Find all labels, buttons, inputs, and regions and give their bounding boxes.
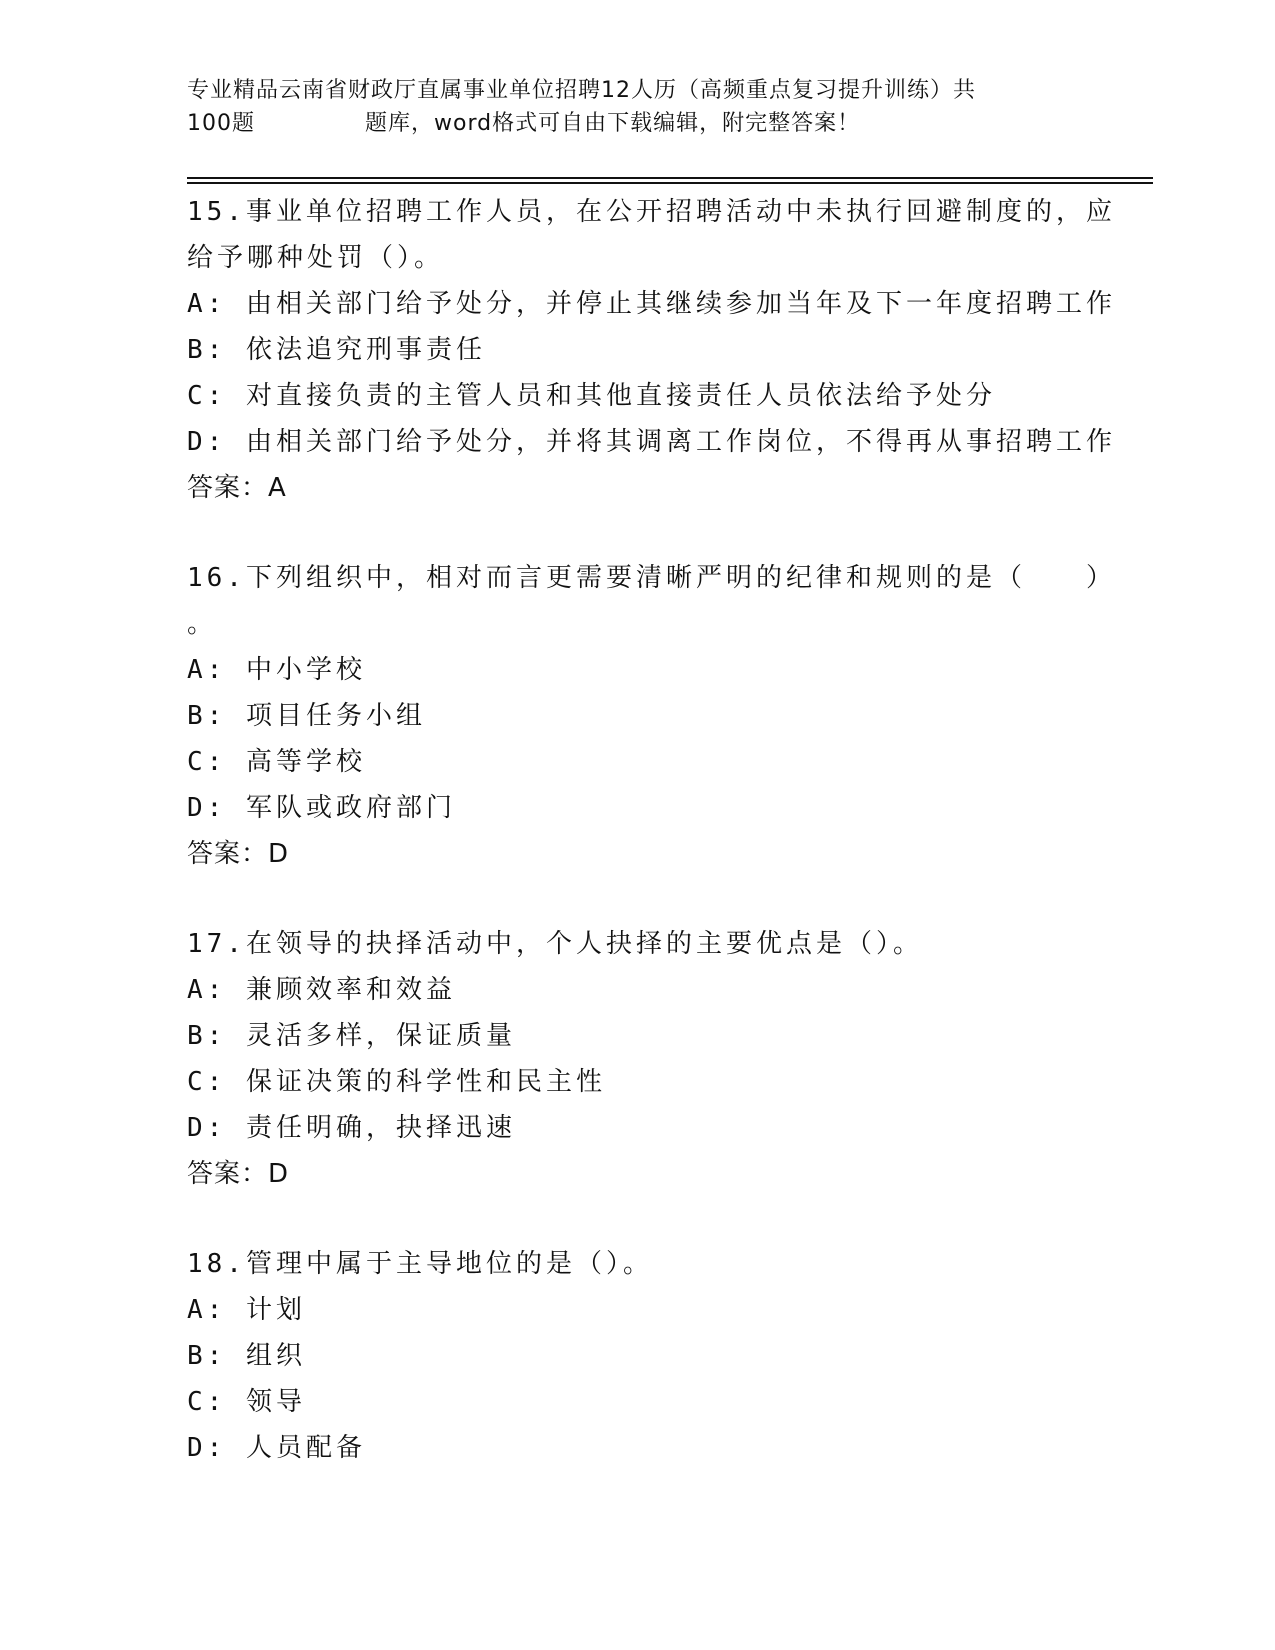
option-b: B: 依法追究刑事责任 [187,335,486,365]
header-divider-top [187,177,1153,179]
option-c: C: 对直接负责的主管人员和其他直接责任人员依法给予处分 [187,381,996,411]
option-a: A: 计划 [187,1295,306,1325]
question-list [187,189,1116,1471]
question-stem-line: 15.事业单位招聘工作人员，在公开招聘活动中未执行回避制度的，应 [187,197,1116,227]
question-18 [187,1241,1087,1471]
option-a: A: 中小学校 [187,655,366,685]
answer-label: 答案：A [187,473,287,503]
option-a: A: 兼顾效率和效益 [187,975,456,1005]
option-d: D: 军队或政府部门 [187,793,456,823]
question-stem-line: 。 [187,609,218,639]
question-15 [187,189,1116,511]
option-d: D: 由相关部门给予处分，并将其调离工作岗位，不得再从事招聘工作 [187,427,1116,457]
question-stem-line: 16.下列组织中，相对而言更需要清晰严明的纪律和规则的是（ ） [187,563,1116,593]
question-16 [187,555,1116,877]
header-count: 100题 [187,111,255,136]
question-stem-line: 给予哪种处罚（）。 [187,243,445,273]
question-spacer [187,1197,1087,1241]
answer-label: 答案：D [187,839,290,869]
answer-label: 答案：D [187,1159,290,1189]
question-17 [187,921,1087,1197]
question-spacer [187,511,1087,555]
option-d: D: 责任明确，抉择迅速 [187,1113,516,1143]
document-header [187,74,1147,140]
option-c: C: 高等学校 [187,747,366,777]
option-d: D: 人员配备 [187,1433,366,1463]
option-b: B: 灵活多样，保证质量 [187,1021,516,1051]
header-line-1: 专业精品云南省财政厅直属事业单位招聘12人历（高频重点复习提升训练）共 [187,78,976,103]
question-spacer [187,877,1087,921]
question-stem-line: 18.管理中属于主导地位的是（）。 [187,1249,653,1279]
option-b: B: 项目任务小组 [187,701,426,731]
question-stem-line: 17.在领导的抉择活动中，个人抉择的主要优点是（）。 [187,929,923,959]
header-description: 题库，word格式可自由下载编辑，附完整答案！ [365,111,861,136]
option-b: B: 组织 [187,1341,306,1371]
option-a: A: 由相关部门给予处分，并停止其继续参加当年及下一年度招聘工作 [187,289,1116,319]
option-c: C: 保证决策的科学性和民主性 [187,1067,606,1097]
option-c: C: 领导 [187,1387,306,1417]
header-line-2 [187,107,1147,140]
header-divider-bottom [187,182,1153,184]
